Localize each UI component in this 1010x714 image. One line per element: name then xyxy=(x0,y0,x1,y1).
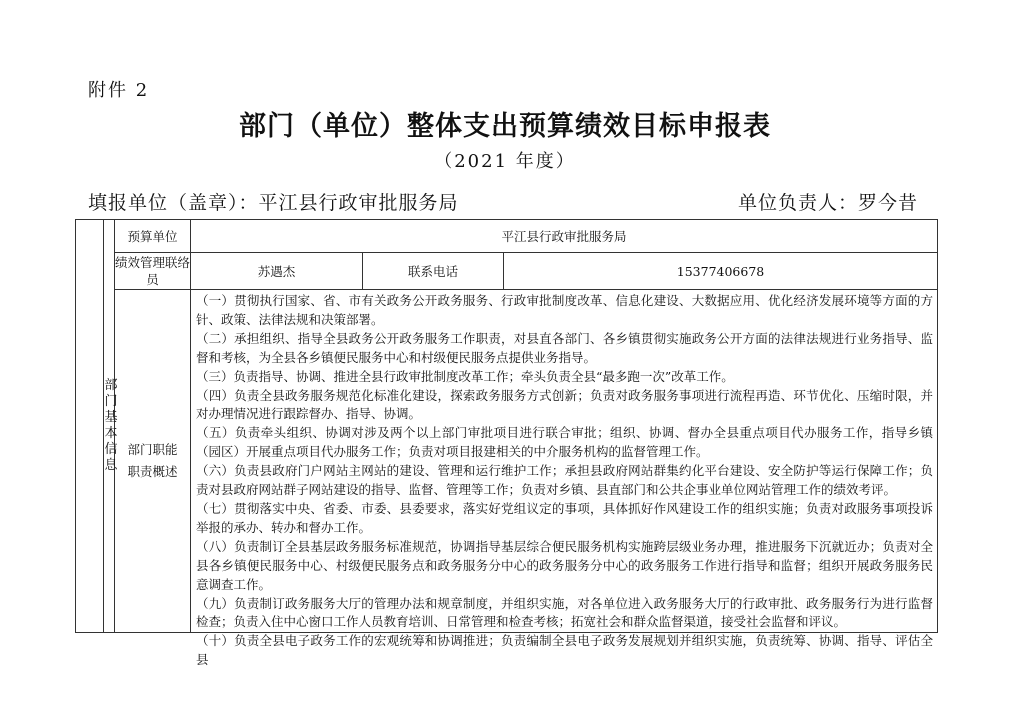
attachment-label: 附件 2 xyxy=(88,80,150,101)
contact-label: 绩效管理联络员 xyxy=(115,253,191,290)
unit-leader: 单位负责人：罗今昔 xyxy=(737,192,918,214)
phone-value: 15377406678 xyxy=(504,253,938,290)
budget-form-table xyxy=(75,219,938,668)
fiscal-year: （2021 年度） xyxy=(434,151,576,172)
duty-item: （六）负责县政府门户网站主网站的建设、管理和运行维护工作；承担县政府网站群集约化平台建设、安全防护等运行保障工作；负责对县政府网站群子网站建设的指导、监督、管理等工作；负责对乡镇、县直部门和公共企事业单位网站管理工作的绩效考评。 xyxy=(196,463,934,498)
table-row xyxy=(76,290,938,633)
left-margin-cell xyxy=(76,220,104,633)
duty-item: （八）负责制订全县基层政务服务标准规范，协调指导基层综合便民服务机构实施跨层级业务办理，推进服务下沉就近办；负责对全县各乡镇便民服务中心、村级便民服务点和政务服务分中心的政务服务分中心的政务服务工作进行指导和监督；组织开展政务服务民意调查工作。 xyxy=(196,538,934,592)
section-label-cell xyxy=(104,220,118,633)
duty-item: （三）负责指导、协调、推进全县行政审批制度改革工作；牵头负责全县“最多跑一次”改革工作。 xyxy=(196,368,734,384)
duties-label-cell xyxy=(115,290,191,633)
duty-item: （九）负责制订政务服务大厅的管理办法和规章制度，并组织实施，对各单位进入政务服务大厅的行政审批、政务服务行为进行监督检查；负责入住中心窗口工作人员教育培训、日常管理和检查考核；拓宽社会和群众监督渠道，接受社会监督和评议。 xyxy=(196,595,934,630)
document-title: 部门（单位）整体支出预算绩效目标申报表 xyxy=(239,111,771,142)
contact-value: 苏遇杰 xyxy=(191,253,363,290)
duty-item: （二）承担组织、指导全县政务公开政务服务工作职责，对县直各部门、各乡镇贯彻实施政务公开方面的法律法规进行业务指导、监督和考核，为全县各乡镇便民服务中心和村级便民服务点提供业务指导。 xyxy=(196,330,934,365)
duty-item: （十）负责全县电子政务工作的宏观统筹和协调推进；负责编制全县电子政务发展规划并组织实施，负责统筹、协调、指导、评估全县 xyxy=(196,633,934,668)
budget-unit-label: 预算单位 xyxy=(115,220,191,253)
section-label: 部门基本信息 xyxy=(104,378,118,473)
budget-unit-value: 平江县行政审批服务局 xyxy=(191,220,938,253)
duties-cell xyxy=(191,290,938,668)
table-row xyxy=(76,220,938,253)
duties-label: 部门职能职责概述 xyxy=(127,442,178,479)
table-row xyxy=(76,253,938,290)
duty-item: （七）贯彻落实中央、省委、市委、县委要求，落实好党组议定的事项，具体抓好作风建设工作的组织实施；负责对政服务事项投诉举报的承办、转办和督办工作。 xyxy=(196,500,934,535)
duty-item: （一）贯彻执行国家、省、市有关政务公开政务服务、行政审批制度改革、信息化建设、大数据应用、优化经济发展环境等方面的方针、政策、法律法规和决策部署。 xyxy=(196,293,934,327)
duty-item: （四）负责全县政务服务规范化标准化建设，探索政务服务方式创新；负责对政务服务事项进行流程再造、环节优化、压缩时限，并对办理情况进行跟踪督办、指导、协调。 xyxy=(196,387,934,422)
phone-label: 联系电话 xyxy=(363,253,504,290)
duty-item: （五）负责牵头组织、协调对涉及两个以上部门审批项目进行联合审批；组织、协调、督办全县重点项目代办服务工作，指导乡镇（园区）开展重点项目代办服务工作；负责对项目报建相关的中介服务机构的监督管理工作。 xyxy=(196,425,934,460)
reporting-unit: 填报单位（盖章）：平江县行政审批服务局 xyxy=(88,192,459,214)
